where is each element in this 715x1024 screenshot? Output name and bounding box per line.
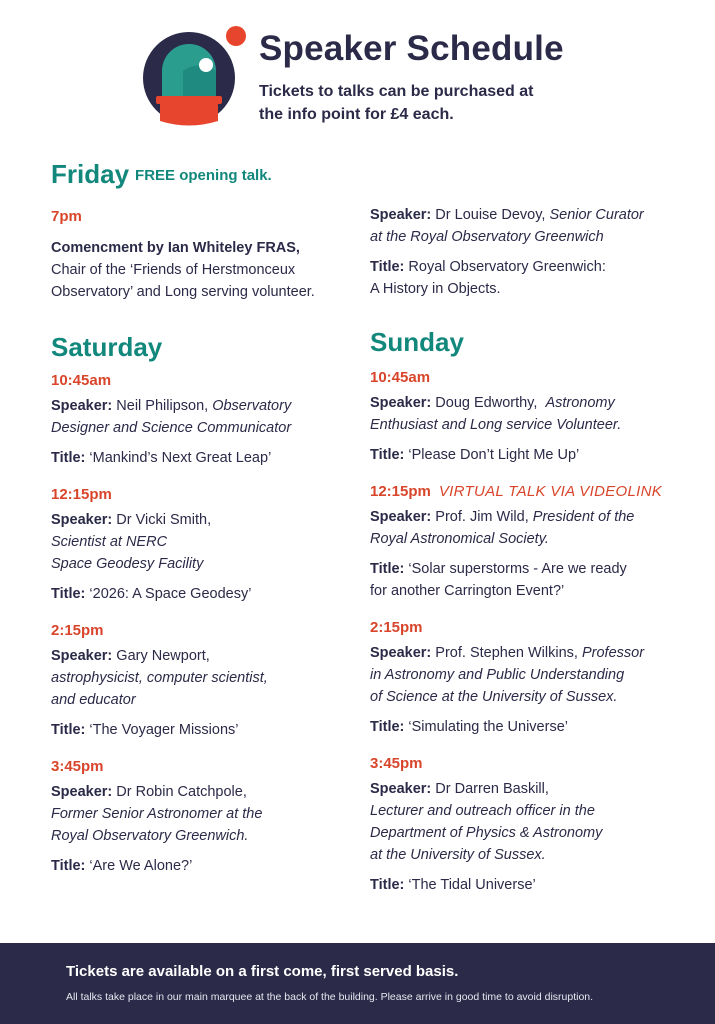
friday-presenter-desc: Observatory’ and Long serving volunteer.	[51, 284, 315, 300]
talk-speaker-role: at the University of Sussex.	[370, 847, 546, 863]
talk-speaker-role: Designer and Science Communicator	[51, 420, 292, 436]
right-column	[370, 204, 700, 912]
talk-title: Title: ‘The Tidal Universe’	[370, 877, 536, 893]
talk-sunday-3	[370, 618, 700, 738]
talk-speaker: Speaker: Dr Vicki Smith,	[51, 512, 212, 528]
talk-speaker-role: of Science at the University of Sussex.	[370, 689, 618, 705]
friday-speaker-role: at the Royal Observatory Greenwich	[370, 229, 604, 245]
talk-title: Title: ‘The Voyager Missions’	[51, 722, 239, 738]
friday-speaker: Speaker: Dr Louise Devoy, Senior Curator	[370, 207, 644, 223]
talk-speaker-role: Enthusiast and Long service Volunteer.	[370, 417, 622, 433]
talk-title: Title: ‘Mankind’s Next Great Leap’	[51, 450, 272, 466]
talk-title: Title: ‘Simulating the Universe’	[370, 719, 568, 735]
talk-speaker-role: Former Senior Astronomer at the	[51, 806, 263, 822]
friday-title: Title: Royal Observatory Greenwich:	[370, 259, 606, 275]
talk-saturday-1	[51, 371, 381, 469]
left-column	[51, 158, 381, 893]
talk-title: Title: ‘Solar superstorms - Are we ready	[370, 561, 627, 577]
talk-saturday-2	[51, 485, 381, 605]
talk-time: 3:45pm	[370, 755, 423, 772]
talk-speaker-role: Royal Observatory Greenwich.	[51, 828, 249, 844]
talk-speaker-role: Department of Physics & Astronomy	[370, 825, 603, 841]
footer-venue-note: All talks take place in our main marquee at the back of the building. Please arrive in good time to avoid disruption.	[66, 991, 594, 1003]
talk-speaker-role: Lecturer and outreach officer in the	[370, 803, 595, 819]
talk-speaker-role: Scientist at NERC	[51, 534, 168, 550]
day-heading-saturday: Saturday	[51, 332, 163, 362]
talk-sunday-2	[370, 482, 700, 602]
friday-title: A History in Objects.	[370, 281, 501, 297]
talk-speaker-role: and educator	[51, 692, 136, 708]
talk-speaker: Speaker: Prof. Stephen Wilkins, Professor	[370, 645, 645, 661]
friday-presenter: Comencment by Ian Whiteley FRAS,	[51, 240, 300, 256]
talk-time: 12:15pm VIRTUAL TALK VIA VIDEOLINK	[370, 483, 663, 500]
observatory-logo	[143, 26, 247, 130]
talk-title: for another Carrington Event?’	[370, 583, 565, 599]
talk-speaker: Speaker: Dr Robin Catchpole,	[51, 784, 247, 800]
talk-time: 12:15pm	[51, 486, 112, 503]
talk-speaker: Speaker: Dr Darren Baskill,	[370, 781, 549, 797]
talk-title: Title: ‘Are We Alone?’	[51, 858, 193, 874]
day-heading-friday: Friday FREE opening talk.	[51, 159, 272, 189]
talk-title: Title: ‘Please Don’t Light Me Up’	[370, 447, 580, 463]
friday-free-note: FREE opening talk.	[135, 167, 272, 184]
talk-title: Title: ‘2026: A Space Geodesy’	[51, 586, 252, 602]
talk-speaker-role: astrophysicist, computer scientist,	[51, 670, 268, 686]
talk-time: 10:45am	[51, 372, 112, 389]
talk-time: 3:45pm	[51, 758, 104, 775]
talk-saturday-4	[51, 757, 381, 877]
footer-banner	[0, 943, 715, 1024]
friday-presenter-desc: Chair of the ‘Friends of Herstmonceux	[51, 262, 296, 278]
talk-speaker-role: Royal Astronomical Society.	[370, 531, 549, 547]
talk-speaker: Speaker: Prof. Jim Wild, President of the	[370, 509, 635, 525]
talk-sunday-4	[370, 754, 700, 896]
talk-time: 10:45am	[370, 369, 431, 386]
talk-saturday-3	[51, 621, 381, 741]
talk-time: 2:15pm	[370, 619, 423, 636]
talk-speaker-role: Space Geodesy Facility	[51, 556, 204, 572]
footer-tickets-note: Tickets are available on a first come, first served basis.	[66, 963, 459, 980]
talk-time: 2:15pm	[51, 622, 104, 639]
talk-speaker: Speaker: Neil Philipson, Observatory	[51, 398, 292, 414]
friday-time: 7pm	[51, 208, 82, 225]
talk-speaker: Speaker: Doug Edworthy, Astronomy	[370, 395, 615, 411]
observatory-dome-icon	[143, 26, 247, 130]
page-subtitle: Tickets to talks can be purchased at the info point for £4 each.	[259, 83, 534, 123]
talk-speaker: Speaker: Gary Newport,	[51, 648, 210, 664]
talk-speaker-role: in Astronomy and Public Understanding	[370, 667, 625, 683]
talk-sunday-1	[370, 368, 700, 466]
page-title: Speaker Schedule	[259, 29, 564, 68]
virtual-talk-note: VIRTUAL TALK VIA VIDEOLINK	[438, 483, 663, 500]
day-heading-sunday: Sunday	[370, 327, 464, 357]
